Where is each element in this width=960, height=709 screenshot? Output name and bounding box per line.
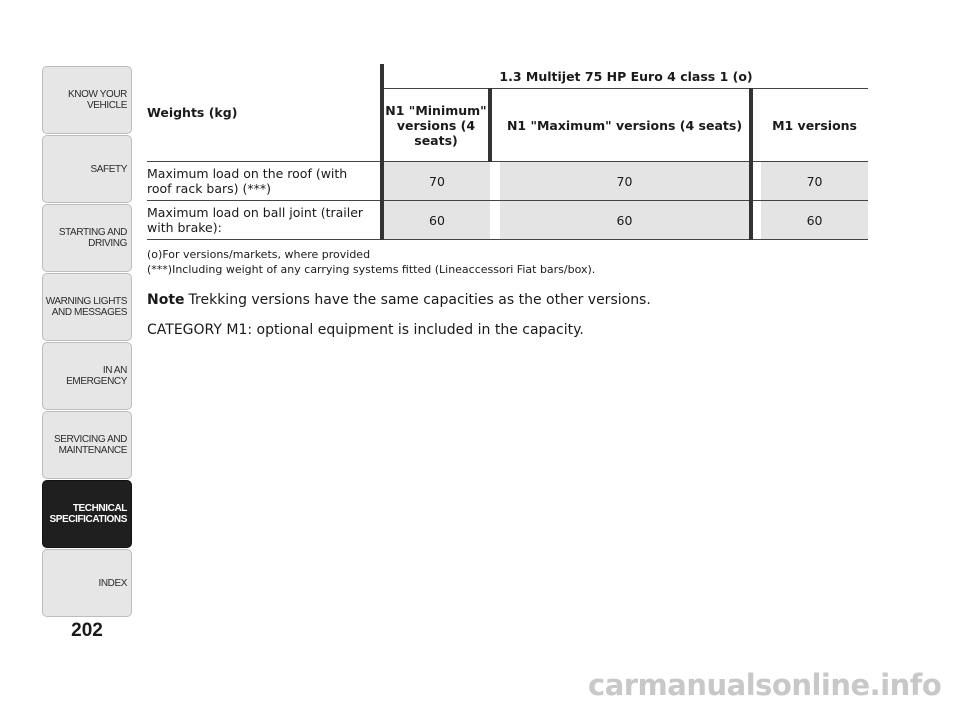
column-header-n1-minimum: N1 "Minimum" versions (4 seats)	[382, 89, 490, 162]
footnote-versions: (o)For versions/markets, where provided	[147, 248, 371, 261]
table-cell: 60	[761, 201, 868, 240]
category-paragraph: CATEGORY M1: optional equipment is included in the capacity.	[147, 322, 584, 338]
engine-header: 1.3 Multijet 75 HP Euro 4 class 1 (o)	[382, 64, 868, 89]
footnotes	[147, 247, 595, 277]
tab-know-your-vehicle[interactable]: KNOW YOUR VEHICLE	[42, 66, 132, 134]
table-row	[147, 201, 868, 240]
table-cell: 60	[382, 201, 490, 240]
tab-starting-and-driving[interactable]: STARTING AND DRIVING	[42, 204, 132, 272]
tab-safety[interactable]: SAFETY	[42, 135, 132, 203]
note-paragraph	[147, 292, 651, 308]
tab-in-an-emergency[interactable]: IN AN EMERGENCY	[42, 342, 132, 410]
column-header-n1-maximum: N1 "Maximum" versions (4 seats)	[500, 89, 751, 162]
tab-index[interactable]: INDEX	[42, 549, 132, 617]
page-number: 202	[71, 620, 103, 641]
weights-table	[147, 64, 868, 240]
watermark: carmanualsonline.info	[588, 668, 942, 702]
tab-technical-specifications[interactable]: TECHNICAL SPECIFICATIONS	[42, 480, 132, 548]
table-cell: 70	[382, 162, 490, 201]
row-label-roof-load: Maximum load on the roof (with roof rack bars) (***)	[147, 162, 382, 201]
note-label: Note	[147, 292, 185, 308]
table-cell: 70	[761, 162, 868, 201]
table-row	[147, 162, 868, 201]
note-text: Trekking versions have the same capacities as the other versions.	[188, 292, 651, 308]
tab-servicing-and-maintenance[interactable]: SERVICING AND MAINTENANCE	[42, 411, 132, 479]
footnote-carrying-systems: (***)Including weight of any carrying systems fitted (Lineaccessori Fiat bars/box).	[147, 263, 596, 276]
table-cell: 60	[500, 201, 751, 240]
tab-warning-lights[interactable]: WARNING LIGHTS AND MESSAGES	[42, 273, 132, 341]
table-corner-label: Weights (kg)	[147, 64, 382, 162]
row-label-ball-joint-load: Maximum load on ball joint (trailer with brake):	[147, 201, 382, 240]
table-cell: 70	[500, 162, 751, 201]
column-header-m1: M1 versions	[761, 89, 868, 162]
